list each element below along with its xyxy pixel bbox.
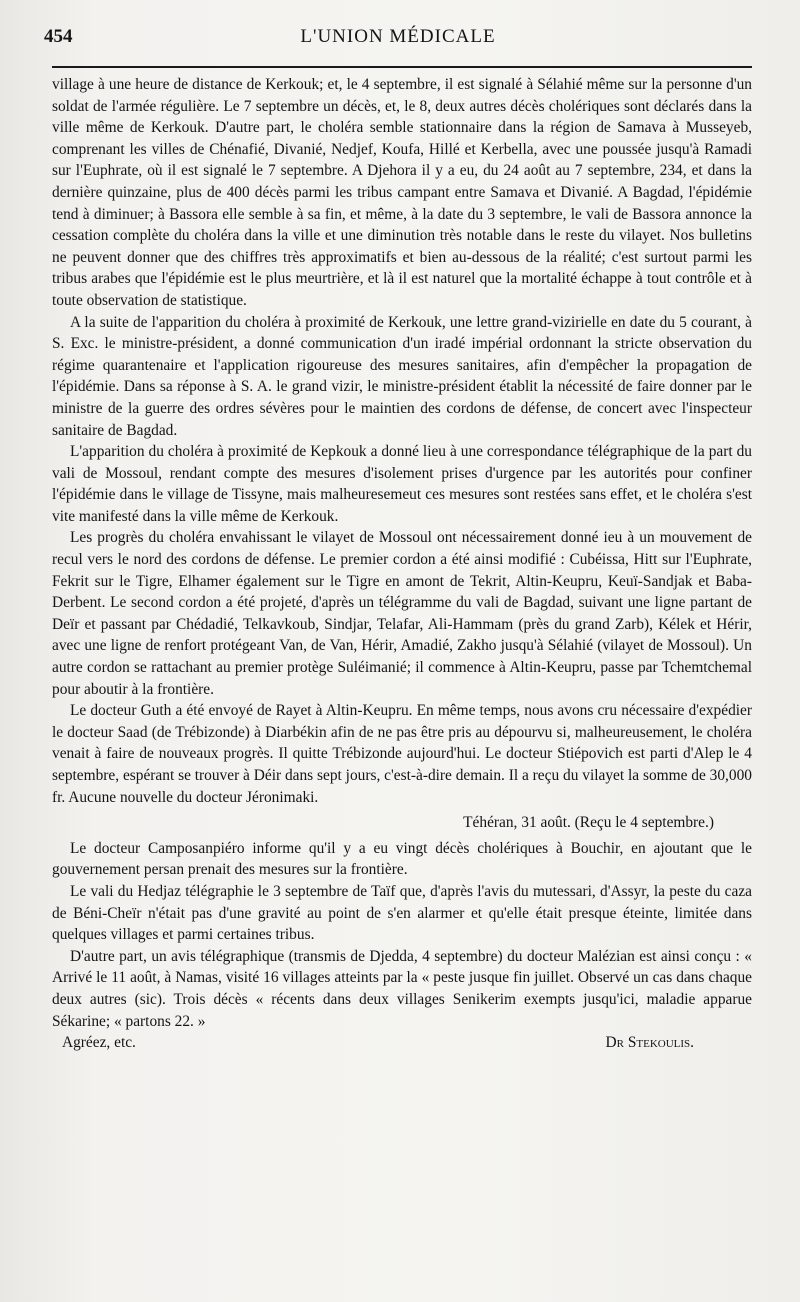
paragraph: L'apparition du choléra à proximité de Kepkouk a donné lieu à une correspondance télégraphique de la part du vali de Mossoul, rendant compte des mesures d'isolement prises d'urgence par les autorités pour confiner l'épidémie dans le village de Tissyne, mais malheuresemeut ces mesures sont restées sans effet, et le choléra s'est vite manifesté dans la ville même de Kerkouk. <box>52 443 752 525</box>
header-rule <box>52 66 752 68</box>
page-header <box>44 26 752 50</box>
paragraph: Le vali du Hedjaz télégraphie le 3 septembre de Taïf que, d'après l'avis du mutessari, d'Assyr, la peste du caza de Béni-Cheïr n'était pas d'une gravité au point de s'en alarmer et qu'elle était presque éteinte, limitée dans quelques villages et parmi certaines tribus. <box>52 882 752 944</box>
author-signature: Dr Stekoulis. <box>605 1034 694 1052</box>
article-body <box>52 74 752 1054</box>
signoff <box>52 1032 752 1054</box>
paragraph: D'autre part, un avis télégraphique (transmis de Djedda, 4 septembre) du docteur Malézian est ainsi conçu : « Arrivé le 11 août, à Namas, visité 16 villages atteints par la « peste jusque fin juillet. Observé un cas dans chaque deux autres (sic). Trois décès « récents dans deux villages Senikerim exempts jusqu'ici, maladie apparue Sékarine; « partons 22. » <box>52 947 752 1030</box>
closing-formula: Agréez, etc. <box>62 1034 136 1052</box>
paragraph: Le docteur Camposanpiéro informe qu'il y a eu vingt décès cholériques à Bouchir, en ajoutant que le gouvernement persan prenait des mesures sur la frontière. <box>52 839 752 879</box>
paragraph: Le docteur Guth a été envoyé de Rayet à Altin-Keupru. En même temps, nous avons cru nécessaire d'expédier le docteur Saad (de Trébizonde) à Diarbékin afin de ne pas être pris au dépourvu si, malheureusement, le choléra venait à faire de nouveaux progrès. Il quitte Trébizonde aujourd'hui. Le docteur Stiépovich est parti d'Alep le 4 septembre, espérant se trouver à Déir dans sept jours, c'est-à-dire demain. Il a reçu du vilayet la somme de 30,000 fr. Aucune nouvelle du docteur Jéronimaki. <box>52 702 752 806</box>
paragraph: village à une heure de distance de Kerkouk; et, le 4 septembre, il est signalé à Sélahié même sur la personne d'un soldat de l'armée régulière. Le 7 septembre un décès, et, le 8, deux autres décès cholériques sont déclarés dans la ville même de Kerkouk. D'autre part, le choléra semble stationnaire dans la région de Samava à Musseyeb, comprenant les villes de Chénafié, Divanié, Nedjef, Koufa, Hillé et Kerbella, avec une poussée jusqu'à Ramadi sur l'Euphrate, où il est signalé le 7 septembre. A Djehora il y a eu, du 24 août au 7 septembre, 234, et dans la dernière quinzaine, plus de 400 décès parmi les tribus campant entre Samava et Divanié. A Bagdad, l'épidémie tend à diminuer; à Bassora elle semble à sa fin, et même, à la date du 3 septembre, le vali de Bassora annonce la cessation complète du choléra dans la ville et une diminution très notable dans le reste du vilayet. Nos bulletins ne peuvent donner que des chiffres très approximatifs et bien au-dessous de la réalité; c'est surtout parmi les tribus arabes que l'épidémie est le plus meurtrière, et là il est naturel que la mortalité échappe à tout contrôle et à toute observation de statistique. <box>52 76 752 309</box>
dateline: Téhéran, 31 août. (Reçu le 4 septembre.) <box>463 814 714 832</box>
page-number: 454 <box>44 26 73 47</box>
paragraph: Les progrès du choléra envahissant le vilayet de Mossoul ont nécessairement donné ieu à un mouvement de recul vers le nord des cordons de défense. Le premier cordon a été ainsi modifié : Cubéissa, Hitt sur l'Euphrate, Fekrit sur le Tigre, Elhamer également sur le Tigre en amont de Tekrit, Altin-Keupru, Keuï-Sandjak et Baba-Derbent. Le second cordon a été projeté, d'après un télégramme du vali de Bagdad, suivant une ligne partant de Deïr et passant par Chédadié, Telkavkoub, Sindjar, Telafar, Ali-Hammam (près du grand Zarb), Kélek et Hérir, avec une ligne de renfort protégeant Van, de Van, Hérir, Amadié, Zakho jusqu'à Sélahié (vilayet de Mossoul). Un autre cordon se rattachant au premier protège Suléimanié; il commence à Altin-Keupru, passe par Tchemtchemal pour aboutir à la frontière. <box>52 529 752 698</box>
paragraph: A la suite de l'apparition du choléra à proximité de Kerkouk, une lettre grand-vizirielle en date du 5 courant, à S. Exc. le ministre-président, a donné communication d'un iradé impérial ordonnant la stricte observation du régime quarantenaire et l'application rigoureuse des mesures sanitaires, afin d'empêcher la propagation de l'épidémie. Dans sa réponse à S. A. le grand vizir, le ministre-président établit la nécessité de faire donner par le ministre de la guerre des ordres sévères pour le maintien des cordons de défense, de concert avec l'inspecteur sanitaire de Bagdad. <box>52 313 752 439</box>
running-title: L'UNION MÉDICALE <box>300 26 496 47</box>
